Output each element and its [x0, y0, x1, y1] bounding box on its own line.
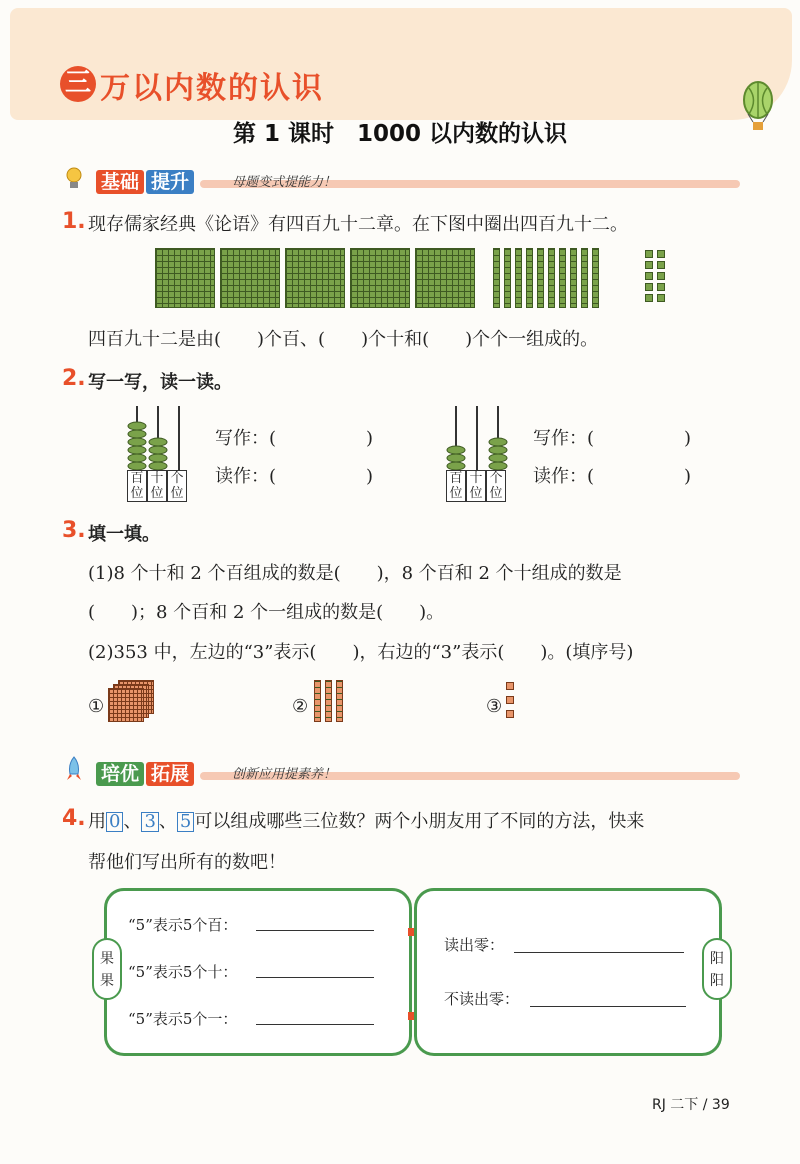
separator: 、 — [123, 811, 142, 832]
yangyang-tag: 阳阳 — [702, 938, 732, 1000]
unit-cube — [657, 294, 665, 302]
ten-rod — [570, 248, 577, 308]
section-advanced-subtitle: 创新应用提素养！ — [232, 767, 337, 782]
section-advanced-label-a: 培优 — [96, 762, 144, 786]
section-basic-subtitle: 母题变式提能力！ — [232, 175, 337, 190]
abacus-right — [445, 402, 515, 472]
q3-line1[interactable]: (1)8 个十和 2 个百组成的数是( )，8 个百和 2 个十组成的数是 — [88, 563, 622, 584]
lesson-title: 第 1 课时 1000 以内数的认识 — [232, 121, 568, 147]
guoguo-item-tens: “5”表示5个十： — [128, 963, 238, 981]
digit-card-5: 5 — [177, 812, 194, 832]
ten-rod — [537, 248, 544, 308]
q2-right-write[interactable]: 写作：( ) — [533, 428, 692, 449]
unit-cube — [506, 710, 514, 718]
section-basic-label-a: 基础 — [96, 170, 144, 194]
q3-line3[interactable]: (2)353 中，左边的“3”表示( )，右边的“3”表示( )。(填序号) — [88, 642, 634, 663]
q2-left-write[interactable]: 写作：( ) — [215, 428, 374, 449]
place-label: 十位 — [147, 470, 167, 502]
ten-rod — [325, 680, 332, 722]
unit-cube — [657, 283, 665, 291]
q3-number: 3. — [62, 518, 86, 543]
section-basic-label-b: 提升 — [146, 170, 194, 194]
unit-cube — [657, 261, 665, 269]
section-advanced-label-b: 拓展 — [146, 762, 194, 786]
ten-rod — [504, 248, 511, 308]
hundred-blocks[interactable] — [155, 248, 475, 308]
option-2-tens-figure — [314, 680, 343, 722]
unit-cube — [657, 250, 665, 258]
option-1-label: ① — [88, 696, 105, 717]
hundred-block — [415, 248, 475, 308]
q1-number: 1. — [62, 209, 86, 234]
hundred-block — [285, 248, 345, 308]
ten-rod — [526, 248, 533, 308]
q4-line2: 帮他们写出所有的数吧！ — [88, 852, 286, 873]
option-3-ones-figure — [506, 682, 514, 718]
ten-rod — [336, 680, 343, 722]
unit-cube — [645, 261, 653, 269]
unit-cube — [645, 283, 653, 291]
option-2-label: ② — [292, 696, 309, 717]
binder-ring-icon — [408, 928, 414, 936]
ten-rod — [581, 248, 588, 308]
place-label: 十位 — [466, 470, 486, 502]
unit-cube — [506, 696, 514, 704]
q2-right-read[interactable]: 读作：( ) — [533, 466, 692, 487]
section-basic-label — [96, 167, 194, 194]
ten-rod — [559, 248, 566, 308]
q3-line2[interactable]: ( )；8 个百和 2 个一组成的数是( )。 — [88, 602, 445, 623]
ten-rod — [548, 248, 555, 308]
hundred-block — [350, 248, 410, 308]
rocket-icon — [64, 756, 84, 782]
yangyang-panel — [414, 888, 722, 1056]
answer-line[interactable] — [530, 1006, 686, 1007]
unit-cube — [506, 682, 514, 690]
binder-ring-icon — [408, 1012, 414, 1020]
unit-cube — [657, 272, 665, 280]
unit-number-badge: 三 — [60, 66, 96, 102]
place-label: 个位 — [167, 470, 187, 502]
unit-title: 万以内数的认识 — [100, 71, 324, 106]
guoguo-tag: 果果 — [92, 938, 122, 1000]
unit-cube — [645, 250, 653, 258]
abacus-left — [126, 402, 196, 472]
place-label: 百位 — [127, 470, 147, 502]
section-advanced-label — [96, 759, 194, 786]
guoguo-item-ones: “5”表示5个一： — [128, 1010, 238, 1028]
answer-line[interactable] — [256, 930, 374, 931]
unit-cube — [645, 294, 653, 302]
digit-card-0: 0 — [106, 812, 123, 832]
q4-number: 4. — [62, 806, 86, 831]
unit-cube — [645, 272, 653, 280]
lightbulb-icon — [64, 166, 84, 190]
abacus-right-labels — [446, 470, 506, 502]
q2-text: 写一写，读一读。 — [88, 372, 232, 393]
unit-cubes[interactable] — [645, 250, 665, 302]
place-label: 百位 — [446, 470, 466, 502]
place-label: 个位 — [486, 470, 506, 502]
q4-text-a: 用 — [88, 811, 106, 832]
hundred-block — [220, 248, 280, 308]
guoguo-item-hundreds: “5”表示5个百： — [128, 916, 238, 934]
q1-fill-blank[interactable]: 四百九十二是由( )个百、( )个十和( )个个一组成的。 — [88, 329, 599, 350]
yangyang-item-no-zero: 不读出零： — [444, 990, 520, 1008]
q4-line1 — [88, 807, 644, 833]
ten-rod — [314, 680, 321, 722]
q4-text-b: 可以组成哪些三位数？两个小朋友用了不同的方法，快来 — [194, 811, 645, 832]
ten-rods[interactable] — [493, 248, 599, 308]
separator: 、 — [158, 811, 177, 832]
answer-line[interactable] — [256, 977, 374, 978]
yangyang-item-read-zero: 读出零： — [444, 936, 505, 954]
option-3-label: ③ — [486, 696, 503, 717]
digit-card-3: 3 — [141, 812, 158, 832]
ten-rod — [592, 248, 599, 308]
page-footer: RJ 二下 / 39 — [652, 1097, 730, 1113]
hundred-block — [155, 248, 215, 308]
q2-left-read[interactable]: 读作：( ) — [215, 466, 374, 487]
ten-rod — [493, 248, 500, 308]
q3-text: 填一填。 — [88, 524, 160, 545]
q1-text: 现存儒家经典《论语》有四百九十二章。在下图中圈出四百九十二。 — [88, 214, 628, 235]
q2-number: 2. — [62, 366, 86, 391]
ten-rod — [515, 248, 522, 308]
answer-line[interactable] — [256, 1024, 374, 1025]
abacus-left-labels — [127, 470, 187, 502]
answer-line[interactable] — [514, 952, 684, 953]
